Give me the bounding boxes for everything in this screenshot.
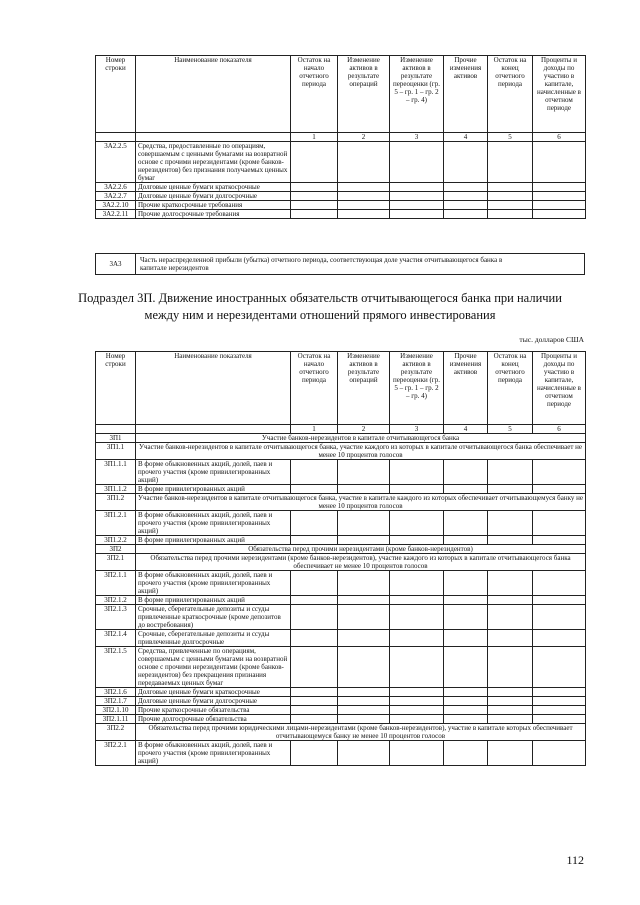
row-code: 3П2.2 (96, 724, 136, 741)
table-row (96, 210, 586, 219)
row-code: 3А2.2.11 (96, 210, 136, 219)
value-cell (338, 630, 390, 647)
header-row (96, 56, 586, 133)
table-row (96, 688, 586, 697)
row-indicator-name: Срочные, сберегательные депозиты и ссуды привлеченные краткосрочные (кроме депозитов до востребования) (136, 605, 291, 630)
row-indicator-name: Прочие краткосрочные требования (136, 201, 291, 210)
col-number: 1 (291, 425, 338, 434)
value-cell (291, 201, 338, 210)
value-cell (488, 596, 533, 605)
column-number-row (96, 425, 586, 434)
value-cell (338, 511, 390, 536)
col-number: 5 (488, 133, 533, 142)
value-cell (291, 142, 338, 183)
value-cell (390, 630, 444, 647)
row-section-title: Участие банков-нерезидентов в капитале отчитывающегося банка (136, 434, 586, 443)
value-cell (444, 605, 488, 630)
row-code: 3П2.1.3 (96, 605, 136, 630)
value-cell (444, 183, 488, 192)
row-indicator-name: Долговые ценные бумаги краткосрочные (136, 183, 291, 192)
value-cell (390, 688, 444, 697)
value-cell (533, 192, 586, 201)
value-cell (533, 596, 586, 605)
table-row (96, 201, 586, 210)
value-cell (338, 688, 390, 697)
value-cell (444, 688, 488, 697)
value-cell (444, 485, 488, 494)
row-indicator-name: Долговые ценные бумаги долгосрочные (136, 697, 291, 706)
value-cell (390, 571, 444, 596)
value-cell (338, 596, 390, 605)
value-cell (291, 706, 338, 715)
value-cell (533, 605, 586, 630)
value-cell (444, 142, 488, 183)
value-cell (390, 536, 444, 545)
value-cell (390, 706, 444, 715)
value-cell (488, 605, 533, 630)
value-cell (291, 715, 338, 724)
row-indicator-name: Долговые ценные бумаги краткосрочные (136, 688, 291, 697)
table-row (96, 183, 586, 192)
col-header-2: Изменение активов в результате операций (338, 352, 390, 425)
value-cell (291, 630, 338, 647)
table-row (96, 460, 586, 485)
value-cell (390, 201, 444, 210)
row-code: 3П2.2.1 (96, 741, 136, 766)
col-number: 4 (444, 425, 488, 434)
value-cell (291, 192, 338, 201)
value-cell (444, 697, 488, 706)
table-row (96, 485, 586, 494)
value-cell (488, 715, 533, 724)
row-indicator-name: Прочие краткосрочные обязательства (136, 706, 291, 715)
col-header-indicator: Наименование показателя (136, 352, 291, 425)
value-cell (291, 536, 338, 545)
units-label: тыс. долларов США (519, 335, 584, 344)
value-cell (488, 192, 533, 201)
value-cell (488, 210, 533, 219)
row-code: 3П1.1.2 (96, 485, 136, 494)
value-cell (488, 697, 533, 706)
row-code: 3П2.1.11 (96, 715, 136, 724)
table-row (96, 545, 586, 554)
col-header-1: Остаток на начало отчетного периода (291, 56, 338, 133)
value-cell (338, 210, 390, 219)
value-cell (338, 706, 390, 715)
row-code: 3П2 (96, 545, 136, 554)
table-row (96, 630, 586, 647)
table-row (96, 647, 586, 688)
value-cell (533, 630, 586, 647)
value-cell (488, 688, 533, 697)
column-number-row (96, 133, 586, 142)
col-header-1: Остаток на начало отчетного периода (291, 352, 338, 425)
value-cell (390, 210, 444, 219)
table-row (96, 142, 586, 183)
row-section-title: Обязательства перед прочими юридическими лицами-нерезидентами (кроме банков-нерезидентов), участие в капитале которых обеспечивает отчитывающемуся банку не менее 10 процентов голосов (136, 724, 586, 741)
value-cell (338, 715, 390, 724)
value-cell (533, 706, 586, 715)
table-row (96, 706, 586, 715)
table-assets (95, 55, 586, 219)
value-cell (390, 715, 444, 724)
value-cell (390, 697, 444, 706)
value-cell (488, 460, 533, 485)
value-cell (338, 571, 390, 596)
row-indicator-name: В форме обыкновенных акций, долей, паев и прочего участия (кроме привилегированных акций) (136, 571, 291, 596)
value-cell (390, 596, 444, 605)
value-cell (488, 647, 533, 688)
row-code: 3П1.2.2 (96, 536, 136, 545)
row-3a3 (95, 253, 585, 275)
value-cell (444, 647, 488, 688)
value-cell (444, 596, 488, 605)
value-cell (338, 142, 390, 183)
table-row (96, 511, 586, 536)
value-cell (488, 536, 533, 545)
value-cell (533, 741, 586, 766)
value-cell (338, 460, 390, 485)
table-row (96, 596, 586, 605)
value-cell (338, 697, 390, 706)
value-cell (533, 715, 586, 724)
value-cell (488, 485, 533, 494)
value-cell (444, 460, 488, 485)
value-cell (291, 647, 338, 688)
col-number: 2 (338, 133, 390, 142)
table-row (96, 192, 586, 201)
row-code: 3А2.2.7 (96, 192, 136, 201)
col-header-5: Остаток на конец отчетного периода (488, 56, 533, 133)
table-row (96, 571, 586, 596)
value-cell (390, 192, 444, 201)
row-indicator-name: Срочные, сберегательные депозиты и ссуды привлеченные долгосрочные (136, 630, 291, 647)
table-row (96, 715, 586, 724)
page-number: 112 (566, 853, 584, 867)
value-cell (390, 485, 444, 494)
col-header-6: Проценты и доходы по участию в капитале, начисленные в отчетном периоде (533, 56, 586, 133)
col-header-row-no: Номер строки (96, 352, 136, 425)
row-indicator-name: В форме обыкновенных акций, долей, паев и прочего участия (кроме привилегированных акций) (136, 511, 291, 536)
row-section-title: Обязательства перед прочими нерезидентами (кроме банков-нерезидентов), участие каждого из которых в капитале отчитывающегося банка обеспечивает не менее 10 процентов голосов (136, 554, 586, 571)
value-cell (533, 697, 586, 706)
row-code: 3П2.1.4 (96, 630, 136, 647)
value-cell (338, 192, 390, 201)
row-code: 3П1.1 (96, 443, 136, 460)
col-number: 2 (338, 425, 390, 434)
value-cell (533, 183, 586, 192)
table-row (96, 697, 586, 706)
row-code: 3П1.2 (96, 494, 136, 511)
col-header-4: Прочие изменения активов (444, 352, 488, 425)
table-row (96, 494, 586, 511)
row-code: 3П1 (96, 434, 136, 443)
value-cell (444, 201, 488, 210)
col-number: 6 (533, 133, 586, 142)
value-cell (488, 706, 533, 715)
col-number: 5 (488, 425, 533, 434)
table-row (96, 724, 586, 741)
table-liabilities (95, 351, 586, 766)
row-code: 3П2.1 (96, 554, 136, 571)
value-cell (291, 688, 338, 697)
row-code: 3П2.1.6 (96, 688, 136, 697)
row-code: 3П2.1.10 (96, 706, 136, 715)
value-cell (291, 697, 338, 706)
value-cell (338, 741, 390, 766)
value-cell (488, 142, 533, 183)
value-cell (533, 485, 586, 494)
row-indicator-name: В форме привилегированных акций (136, 485, 291, 494)
value-cell (291, 485, 338, 494)
row-indicator-name: Долговые ценные бумаги долгосрочные (136, 192, 291, 201)
value-cell (444, 210, 488, 219)
row-section-title: Участие банков-нерезидентов в капитале отчитывающегося банка, участие в капитале каждого из которых обеспечивает отчитывающемуся банку не менее 10 процентов голосов (136, 494, 586, 511)
value-cell (444, 706, 488, 715)
col-number: 3 (390, 133, 444, 142)
value-cell (444, 571, 488, 596)
row-indicator-name: Средства, привлеченные по операциям, совершаемым с ценными бумагами на возвратной основе с прочими нерезидентами (кроме банков-нерезидентов) без прекращения признания передаваемых ценных бумаг (136, 647, 291, 688)
row-code: 3П2.1.7 (96, 697, 136, 706)
value-cell (488, 511, 533, 536)
row-indicator-name: В форме обыкновенных акций, долей, паев и прочего участия (кроме привилегированных акций) (136, 741, 291, 766)
value-cell (390, 183, 444, 192)
value-cell (338, 183, 390, 192)
value-cell (444, 715, 488, 724)
value-cell (533, 210, 586, 219)
value-cell (488, 630, 533, 647)
table-row (96, 554, 586, 571)
value-cell (533, 647, 586, 688)
row-code: 3А2.2.5 (96, 142, 136, 183)
row-text: Часть нераспределенной прибыли (убытка) отчетного периода, соответствующая доле участия отчитывающегося банка в капитале нерезидентов (140, 256, 503, 272)
value-cell (533, 536, 586, 545)
value-cell (338, 485, 390, 494)
row-code: 3П2.1.2 (96, 596, 136, 605)
value-cell (533, 201, 586, 210)
value-cell (291, 605, 338, 630)
value-cell (444, 741, 488, 766)
col-header-row-no: Номер строки (96, 56, 136, 133)
value-cell (488, 741, 533, 766)
value-cell (533, 142, 586, 183)
col-header-4: Прочие изменения активов (444, 56, 488, 133)
table-row (96, 741, 586, 766)
row-code: 3П1.1.1 (96, 460, 136, 485)
value-cell (390, 460, 444, 485)
col-header-3: Изменение активов в результате переоценки (гр. 5 – гр. 1 – гр. 2 – гр. 4) (390, 56, 444, 133)
col-header-2: Изменение активов в результате операций (338, 56, 390, 133)
table-row (96, 443, 586, 460)
row-indicator-name: Прочие долгосрочные требования (136, 210, 291, 219)
col-number: 1 (291, 133, 338, 142)
row-indicator-name: В форме привилегированных акций (136, 536, 291, 545)
value-cell (390, 605, 444, 630)
value-cell (488, 183, 533, 192)
value-cell (533, 511, 586, 536)
value-cell (291, 741, 338, 766)
value-cell (444, 511, 488, 536)
value-cell (338, 647, 390, 688)
value-cell (291, 183, 338, 192)
value-cell (444, 536, 488, 545)
value-cell (390, 647, 444, 688)
col-header-6: Проценты и доходы по участию в капитале, начисленные в отчетном периоде (533, 352, 586, 425)
table-row (96, 434, 586, 443)
col-header-3: Изменение активов в результате переоценки (гр. 5 – гр. 1 – гр. 2 – гр. 4) (390, 352, 444, 425)
value-cell (533, 688, 586, 697)
row-code: 3П2.1.1 (96, 571, 136, 596)
value-cell (291, 571, 338, 596)
row-code: 3П2.1.5 (96, 647, 136, 688)
col-number: 3 (390, 425, 444, 434)
section-heading: Подраздел 3П. Движение иностранных обязательств отчитывающегося банка при наличии между ним и нерезидентами отношений прямого инвестирования (78, 291, 562, 322)
col-number: 6 (533, 425, 586, 434)
value-cell (390, 741, 444, 766)
row-indicator-name: Прочие долгосрочные обязательства (136, 715, 291, 724)
value-cell (291, 596, 338, 605)
value-cell (291, 210, 338, 219)
col-number: 4 (444, 133, 488, 142)
value-cell (444, 630, 488, 647)
table-row (96, 605, 586, 630)
value-cell (291, 460, 338, 485)
row-indicator-name: В форме обыкновенных акций, долей, паев и прочего участия (кроме привилегированных акций) (136, 460, 291, 485)
row-indicator-name: В форме привилегированных акций (136, 596, 291, 605)
value-cell (338, 536, 390, 545)
value-cell (291, 511, 338, 536)
row-code: 3П1.2.1 (96, 511, 136, 536)
value-cell (488, 201, 533, 210)
value-cell (390, 511, 444, 536)
row-code: 3А3 (96, 254, 136, 274)
col-header-indicator: Наименование показателя (136, 56, 291, 133)
header-row (96, 352, 586, 425)
value-cell (338, 201, 390, 210)
table-row (96, 536, 586, 545)
value-cell (390, 142, 444, 183)
value-cell (533, 460, 586, 485)
value-cell (338, 605, 390, 630)
value-cell (488, 571, 533, 596)
row-section-title: Участие банков-нерезидентов в капитале отчитывающегося банка, участие каждого из которых в капитале отчитывающегося банка обеспечивает не менее 10 процентов голосов (136, 443, 586, 460)
row-section-title: Обязательства перед прочими нерезидентами (кроме банков-нерезидентов) (136, 545, 586, 554)
value-cell (533, 571, 586, 596)
value-cell (444, 192, 488, 201)
col-header-5: Остаток на конец отчетного периода (488, 352, 533, 425)
row-code: 3А2.2.6 (96, 183, 136, 192)
row-indicator-name: Средства, предоставленные по операциям, совершаемым с ценными бумагами на возвратной основе с прочими нерезидентами (кроме банков-нерезидентов) без признания получаемых ценных бумаг (136, 142, 291, 183)
row-code: 3А2.2.10 (96, 201, 136, 210)
